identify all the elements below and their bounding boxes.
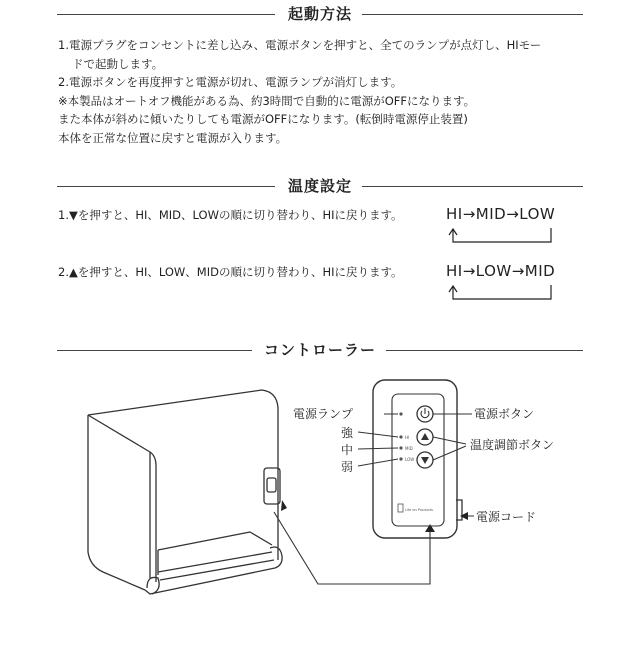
power-lamp-icon bbox=[399, 412, 402, 415]
temperature-step-1: 1.▼を押すと、HI、MID、LOWの順に切り替わり、HIに戻ります。 bbox=[58, 208, 403, 222]
section-title-controller: コントローラー bbox=[263, 341, 376, 359]
leader-up-button bbox=[433, 437, 466, 444]
heater-base-inner2 bbox=[160, 560, 274, 580]
zoom-connector-arrow bbox=[425, 524, 435, 532]
label-temp-button: 温度調節ボタン bbox=[470, 438, 555, 452]
startup-line: ドで起動します。 bbox=[72, 56, 164, 71]
small-cord-arrow bbox=[281, 500, 287, 511]
temperature-flow-2: HI→LOW→MID bbox=[446, 262, 556, 280]
section-heading-controller bbox=[0, 338, 640, 362]
heater-foot-left bbox=[147, 577, 159, 594]
hi-lamp-icon bbox=[399, 435, 402, 438]
leader-down-button bbox=[433, 446, 466, 460]
label-weak: 弱 bbox=[341, 460, 354, 474]
startup-line: ※本製品はオートオフ機能がある為、約3時間で自動的に電源がOFFになります。 bbox=[58, 93, 476, 108]
mid-lamp-label: MID bbox=[405, 446, 413, 451]
brand-mark: Life on Products bbox=[405, 508, 434, 512]
controller-diagram bbox=[0, 372, 640, 672]
power-button-icon bbox=[417, 406, 433, 422]
label-medium: 中 bbox=[341, 443, 354, 457]
startup-line: 1.電源プラグをコンセントに差し込み、電源ボタンを押すと、全てのランプが点灯し、HIモー bbox=[58, 38, 542, 52]
brand-logo-icon bbox=[398, 504, 403, 512]
up-button-icon bbox=[417, 429, 433, 445]
startup-line: また本体が斜めに傾いたりしても電源がOFFになります。(転倒時電源停止装置) bbox=[58, 112, 468, 126]
temperature-step-2: 2.▲を押すと、HI、LOW、MIDの順に切り替わり、HIに戻ります。 bbox=[58, 265, 403, 279]
heater-base-inner bbox=[158, 552, 272, 572]
heater-left-side bbox=[88, 415, 145, 590]
heading-rule-right bbox=[386, 350, 583, 351]
startup-line: 2.電源ボタンを再度押すと電源が切れ、電源ランプが消灯します。 bbox=[58, 75, 403, 89]
section-title-temperature: 温度設定 bbox=[287, 177, 352, 195]
section-heading-startup bbox=[0, 2, 640, 26]
cycle-return-arrow-1 bbox=[0, 224, 640, 254]
label-power-cord: 電源コード bbox=[476, 510, 537, 524]
zoom-connector-line bbox=[274, 512, 430, 584]
section-title-startup: 起動方法 bbox=[287, 5, 352, 23]
temperature-flow-1: HI→MID→LOW bbox=[446, 205, 556, 223]
section-heading-temperature bbox=[0, 174, 640, 198]
startup-instructions bbox=[58, 36, 618, 147]
low-lamp-icon bbox=[399, 457, 402, 460]
heading-rule-right bbox=[362, 14, 583, 15]
heading-rule-right bbox=[362, 186, 583, 187]
down-button-icon bbox=[417, 452, 433, 468]
label-strong: 強 bbox=[341, 426, 354, 440]
hi-lamp-label: HI bbox=[405, 435, 410, 440]
cycle-return-arrow-2 bbox=[0, 281, 640, 311]
low-lamp-label: LOW bbox=[405, 457, 415, 462]
label-power-lamp: 電源ランプ bbox=[293, 407, 354, 421]
mid-lamp-icon bbox=[399, 446, 402, 449]
startup-line: 本体を正常な位置に戻すと電源が入ります。 bbox=[58, 130, 288, 145]
power-cord-arrow bbox=[460, 512, 468, 520]
heater-front-top bbox=[88, 415, 156, 466]
label-power-button: 電源ボタン bbox=[474, 407, 535, 421]
heater-back-panel bbox=[88, 390, 278, 502]
